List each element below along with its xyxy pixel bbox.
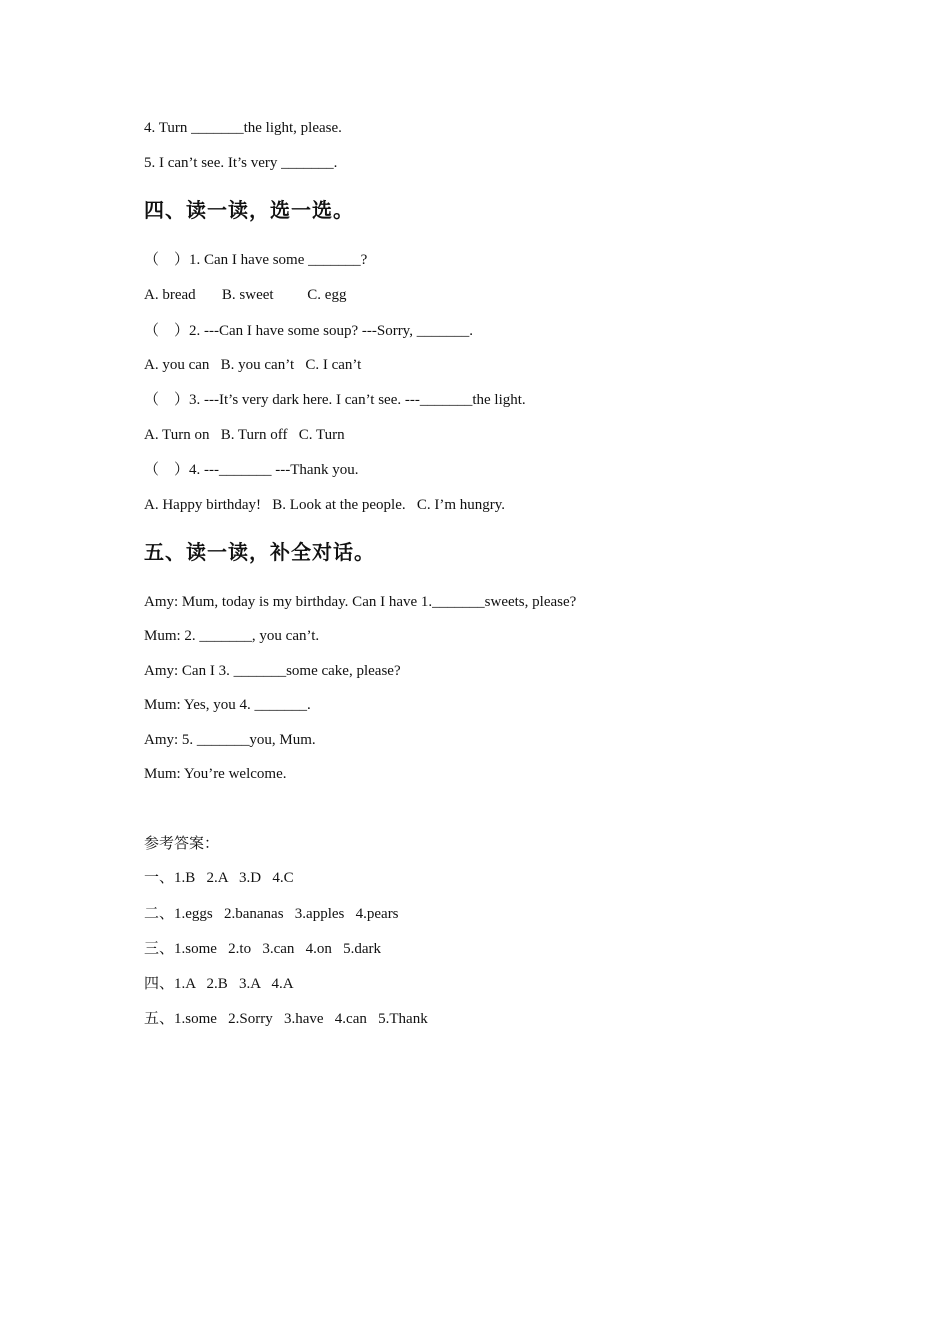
answer-line-4: 四、1.A 2.B 3.A 4.A bbox=[144, 976, 294, 992]
section4-options-2: A. you can B. you can’t C. I can’t bbox=[144, 357, 362, 373]
dialogue-line-3: Amy: Can I 3. _______some cake, please? bbox=[144, 663, 401, 679]
section4-question-1: （ ）1. Can I have some _______? bbox=[144, 252, 368, 268]
section4-question-4: （ ）4. ---_______ ---Thank you. bbox=[144, 462, 359, 478]
answer-line-3: 三、1.some 2.to 3.can 4.on 5.dark bbox=[144, 941, 382, 957]
dialogue-line-4: Mum: Yes, you 4. _______. bbox=[144, 697, 311, 713]
section3-question-4: 4. Turn _______the light, please. bbox=[144, 120, 342, 136]
answer-line-5: 五、1.some 2.Sorry 3.have 4.can 5.Thank bbox=[144, 1011, 428, 1027]
answers-title: 参考答案： bbox=[144, 836, 220, 852]
dialogue-line-6: Mum: You’re welcome. bbox=[144, 766, 287, 782]
section4-options-4: A. Happy birthday! B. Look at the people. C. I’m hungry. bbox=[144, 497, 506, 513]
dialogue-line-1: Amy: Mum, today is my birthday. Can I have 1._______sweets, please? bbox=[144, 594, 577, 610]
section3-question-5: 5. I can’t see. It’s very _______. bbox=[144, 155, 338, 171]
dialogue-line-2: Mum: 2. _______, you can’t. bbox=[144, 628, 320, 644]
section4-question-3: （ ）3. ---It’s very dark here. I can’t see. ---_______the light. bbox=[144, 392, 526, 408]
section5-heading: 五、读一读，补全对话。 bbox=[144, 540, 375, 564]
section4-question-2: （ ）2. ---Can I have some soup? ---Sorry, _______. bbox=[144, 323, 473, 339]
answer-line-1: 一、1.B 2.A 3.D 4.C bbox=[144, 870, 294, 886]
section4-options-3: A. Turn on B. Turn off C. Turn bbox=[144, 427, 345, 443]
answer-line-2: 二、1.eggs 2.bananas 3.apples 4.pears bbox=[144, 906, 399, 922]
section4-heading: 四、读一读，选一选。 bbox=[144, 198, 354, 222]
section4-options-1: A. bread B. sweet C. egg bbox=[144, 287, 347, 303]
dialogue-line-5: Amy: 5. _______you, Mum. bbox=[144, 732, 316, 748]
